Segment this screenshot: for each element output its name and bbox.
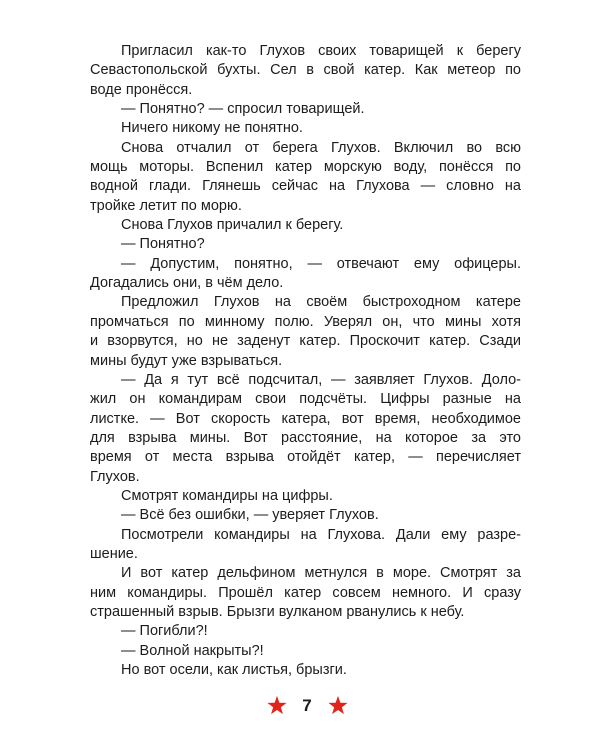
text-line: — Погибли?! [121, 623, 208, 640]
text-line: Пригласил как-то Глухов своих товарищей к берегу [121, 43, 521, 59]
text-line: Но вот осели, как листья, брызги. [121, 662, 347, 678]
star-icon [327, 695, 349, 717]
story-text [90, 42, 521, 680]
text-line: воде пронёсся. [90, 81, 193, 98]
text-line: — Понятно? — спросил товарищей. [121, 101, 365, 118]
text-line: тройке летит по морю. [90, 197, 242, 214]
text-line: ним командиры. Прошёл катер совсем немного. И сразу [90, 584, 521, 601]
text-line: шение. [90, 545, 138, 562]
text-line: водной глади. Глянешь сейчас на Глухова — словно на [90, 178, 521, 195]
text-line: время от места взрыва отойдёт катер, — перечисляет [90, 449, 521, 466]
text-line: жил он командирам свои подсчёты. Цифры разные на [90, 391, 521, 408]
text-line: И вот катер дельфином метнулся в море. Смотрят за [121, 565, 521, 582]
text-line: мощь моторы. Вспенил катер морскую воду, понёсся по [90, 159, 521, 176]
text-line: Глухов. [90, 468, 140, 485]
text-line: Посмотрели командиры на Глухова. Дали ему разре- [121, 526, 521, 543]
text-line: Севастопольской бухты. Сел в свой катер. Как метеор по [90, 62, 521, 79]
text-line: и взорвутся, но не заденут катер. Проскочит катер. Сзади [90, 333, 521, 350]
text-line: — Всё без ошибки, — уверяет Глухов. [121, 507, 379, 524]
text-line: Предложил Глухов на своём быстроходном катере [121, 294, 521, 311]
text-line: страшенный взрыв. Брызги вулканом рванулись к небу. [90, 603, 465, 620]
text-line: — Допустим, понятно, — отвечают ему офицеры. [121, 255, 521, 272]
text-line: листке. — Вот скорость катера, вот время, необходимое [90, 410, 521, 427]
text-line: Снова Глухов причалил к берегу. [121, 217, 344, 234]
text-line: — Волной накрыты?! [121, 642, 264, 659]
star-icon [266, 695, 288, 717]
text-line: — Понятно? [121, 236, 205, 253]
text-line: Снова отчалил от берега Глухов. Включил во всю [121, 139, 521, 156]
page-number: 7 [302, 696, 312, 715]
text-line: для взрыва мины. Вот расстояние, на которое за это [90, 429, 521, 446]
text-line: — Да я тут всё подсчитал, — заявляет Глухов. Доло- [121, 371, 521, 388]
text-line: промчаться по минному полю. Уверял он, что мины хотя [90, 313, 521, 330]
text-line: мины будут уже взрываться. [90, 352, 283, 369]
text-line: Ничего никому не понятно. [121, 120, 303, 137]
text-line: Смотрят командиры на цифры. [121, 487, 333, 504]
text-line: Догадались они, в чём дело. [90, 275, 284, 292]
